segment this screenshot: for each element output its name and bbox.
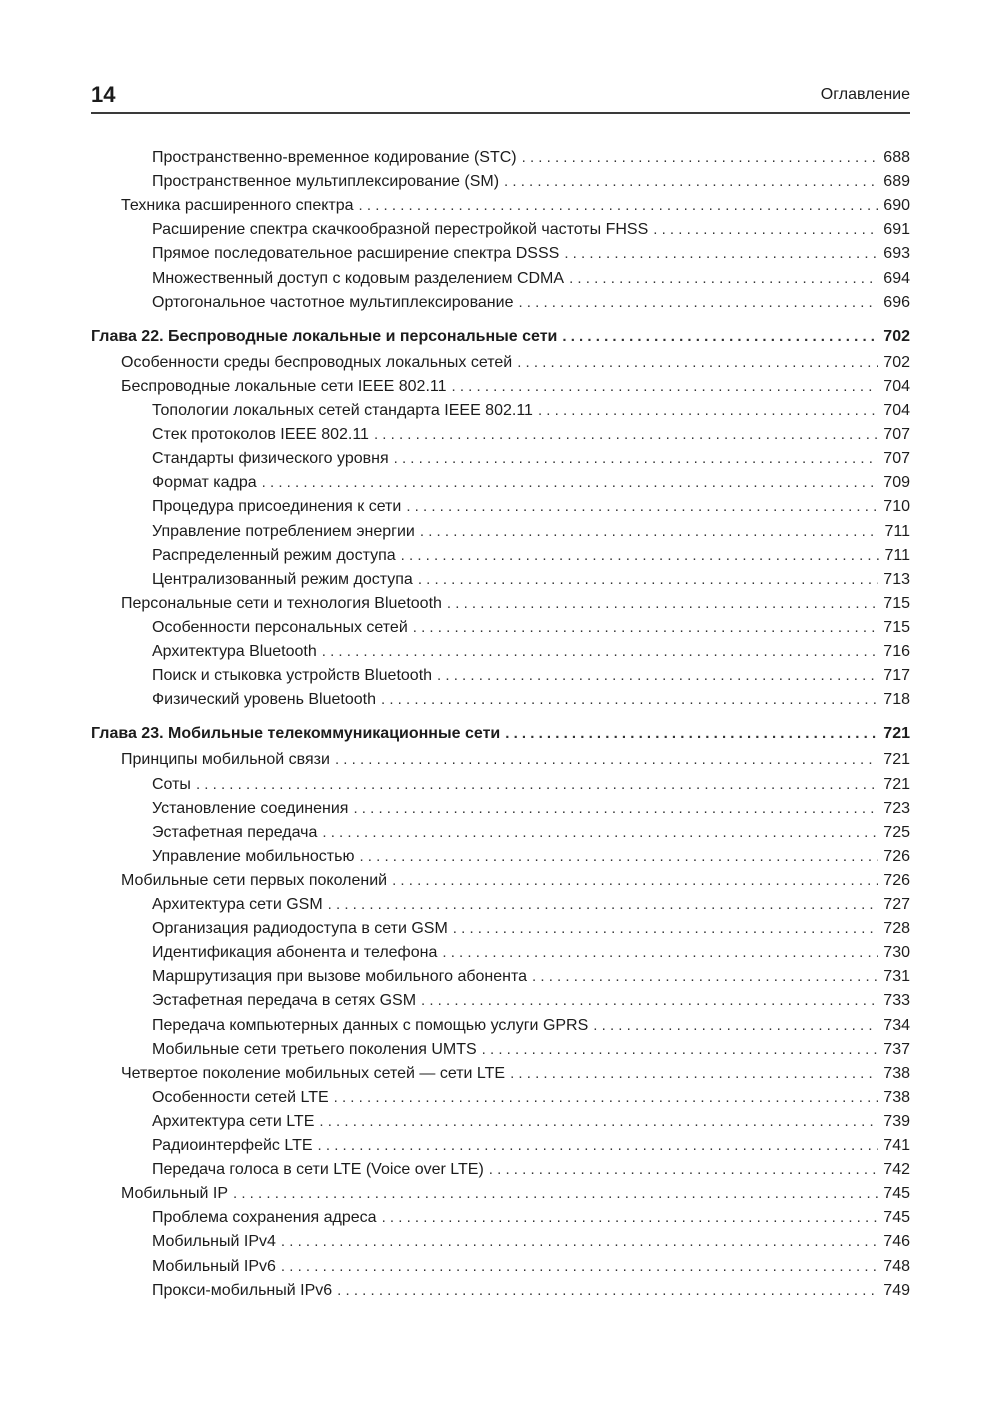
toc-entry-title: Процедура присоединения к сети	[152, 498, 402, 515]
toc-entry	[91, 568, 910, 592]
dot-leader	[337, 1279, 878, 1303]
toc-entry-title: Радиоинтерфейс LTE	[152, 1137, 313, 1154]
dot-leader	[593, 1014, 878, 1038]
toc-entry	[91, 218, 910, 242]
toc-entry	[91, 592, 910, 616]
toc-entry-title: Особенности персональных сетей	[152, 619, 408, 636]
toc-entry-page: 738	[883, 1089, 910, 1106]
toc-entry	[91, 1158, 910, 1182]
toc-entry-title: Беспроводные локальные сети IEEE 802.11	[121, 378, 447, 395]
dot-leader	[319, 1110, 878, 1134]
toc-entry-page: 688	[883, 149, 910, 166]
toc-entry-page: 748	[883, 1258, 910, 1275]
dot-leader	[562, 325, 878, 349]
dot-leader	[482, 1038, 879, 1062]
toc-entry	[91, 616, 910, 640]
toc-entry	[91, 520, 910, 544]
dot-leader	[452, 375, 879, 399]
toc-entry-title: Мобильный IP	[121, 1185, 229, 1202]
toc-entry-page: 710	[883, 498, 910, 515]
toc-entry	[91, 544, 910, 568]
toc-entry	[91, 845, 910, 869]
dot-leader	[420, 520, 880, 544]
toc-entry	[91, 351, 910, 375]
toc-entry-page: 739	[883, 1113, 910, 1130]
toc-entry-page: 691	[883, 221, 910, 238]
toc-entry-page: 718	[883, 691, 910, 708]
toc-entry-page: 696	[883, 294, 910, 311]
toc-entry-page: 713	[883, 571, 910, 588]
toc-entry	[91, 1230, 910, 1254]
dot-leader	[532, 965, 878, 989]
toc-entry	[91, 267, 910, 291]
toc-entry-title: Стек протоколов IEEE 802.11	[152, 426, 369, 443]
toc-entry-title: Передача голоса в сети LTE (Voice over LTE)	[152, 1161, 484, 1178]
toc-entry-page: 716	[883, 643, 910, 660]
toc-entry-title: Глава 23. Мобильные телекоммуникационные сети	[91, 725, 501, 742]
toc-entry	[91, 989, 910, 1013]
toc-entry-page: 742	[883, 1161, 910, 1178]
toc-entry-page: 702	[883, 328, 910, 345]
toc-entry-title: Стандарты физического уровня	[152, 450, 389, 467]
toc-entry-page: 702	[883, 354, 910, 371]
toc-entry-title: Поиск и стыковка устройств Bluetooth	[152, 667, 433, 684]
dot-leader	[374, 423, 878, 447]
toc-entry-page: 734	[883, 1017, 910, 1034]
toc-entry-title: Пространственно-временное кодирование (STC)	[152, 149, 517, 166]
dot-leader	[453, 917, 879, 941]
toc-entry-page: 693	[883, 245, 910, 262]
toc-entry-title: Идентификация абонента и телефона	[152, 944, 438, 961]
toc-entry-page: 745	[883, 1185, 910, 1202]
toc-entry	[91, 773, 910, 797]
toc-entry	[91, 1255, 910, 1279]
toc-entry	[91, 291, 910, 315]
toc-entry-page: 730	[883, 944, 910, 961]
dot-leader	[392, 869, 878, 893]
dot-leader	[421, 989, 878, 1013]
toc-entry	[91, 821, 910, 845]
dot-leader	[517, 351, 878, 375]
toc-entry-title: Формат кадра	[152, 474, 257, 491]
toc-entry-title: Управление мобильностью	[152, 848, 355, 865]
toc-entry-page: 731	[883, 968, 910, 985]
toc-entry-page: 725	[883, 824, 910, 841]
toc-entry-page: 723	[883, 800, 910, 817]
toc-entry-title: Особенности среды беспроводных локальных сетей	[121, 354, 513, 371]
toc-entry	[91, 495, 910, 519]
toc-entry-title: Расширение спектра скачкообразной перестройкой частоты FHSS	[152, 221, 649, 238]
toc-entry	[91, 471, 910, 495]
toc-entry	[91, 688, 910, 712]
dot-leader	[418, 568, 878, 592]
toc-entry	[91, 170, 910, 194]
page-header	[91, 82, 910, 114]
toc-entry-page: 689	[883, 173, 910, 190]
toc-entry	[91, 1062, 910, 1086]
toc-entry-title: Архитектура сети LTE	[152, 1113, 315, 1130]
toc-entry-title: Организация радиодоступа в сети GSM	[152, 920, 448, 937]
toc-entry-title: Прямое последовательное расширение спектра DSSS	[152, 245, 560, 262]
dot-leader	[564, 242, 878, 266]
dot-leader	[322, 821, 878, 845]
toc-entry-page: 715	[883, 619, 910, 636]
toc-entry-title: Эстафетная передача	[152, 824, 318, 841]
dot-leader	[322, 640, 879, 664]
toc-entry-title: Прокси-мобильный IPv6	[152, 1282, 333, 1299]
dot-leader	[318, 1134, 879, 1158]
toc-entry	[91, 748, 910, 772]
dot-leader	[394, 447, 879, 471]
toc-entry	[91, 1279, 910, 1303]
toc-entry	[91, 1206, 910, 1230]
toc-entry-title: Мобильные сети первых поколений	[121, 872, 388, 889]
toc-entry-title: Эстафетная передача в сетях GSM	[152, 992, 417, 1009]
toc-entry-title: Принципы мобильной связи	[121, 751, 330, 768]
toc-entry-page: 715	[883, 595, 910, 612]
toc-entry-title: Техника расширенного спектра	[121, 197, 354, 214]
toc-entry	[91, 965, 910, 989]
dot-leader	[653, 218, 878, 242]
toc-entry	[91, 917, 910, 941]
toc-entry-title: Персональные сети и технология Bluetooth	[121, 595, 442, 612]
dot-leader	[381, 688, 878, 712]
dot-leader	[406, 495, 878, 519]
toc-entry-title: Глава 22. Беспроводные локальные и персональные сети	[91, 328, 558, 345]
dot-leader	[233, 1182, 878, 1206]
toc-entry	[91, 1038, 910, 1062]
toc-entry-title: Маршрутизация при вызове мобильного абонента	[152, 968, 528, 985]
toc-entry-page: 741	[883, 1137, 910, 1154]
toc-entry-page: 707	[883, 450, 910, 467]
toc-entry-title: Пространственное мультиплексирование (SM)	[152, 173, 500, 190]
dot-leader	[359, 194, 879, 218]
toc-entry-page: 707	[883, 426, 910, 443]
toc-entry	[91, 1182, 910, 1206]
toc-entry-title: Централизованный режим доступа	[152, 571, 413, 588]
toc-entry-title: Мобильный IPv4	[152, 1233, 276, 1250]
toc-entry-page: 745	[883, 1209, 910, 1226]
toc-entry-title: Архитектура Bluetooth	[152, 643, 317, 660]
dot-leader	[335, 748, 878, 772]
toc-entry	[91, 399, 910, 423]
toc-entry-title: Мобильные сети третьего поколения UMTS	[152, 1041, 477, 1058]
toc-entry-page: 727	[883, 896, 910, 913]
toc-entry	[91, 869, 910, 893]
toc-entry-page: 711	[884, 547, 910, 564]
dot-leader	[442, 941, 878, 965]
toc-chapter-entry	[91, 325, 910, 349]
page-number: 14	[91, 82, 116, 107]
dot-leader	[437, 664, 878, 688]
dot-leader	[504, 170, 878, 194]
dot-leader	[281, 1230, 878, 1254]
toc-entry	[91, 1134, 910, 1158]
toc-entry	[91, 242, 910, 266]
toc-entry-page: 709	[883, 474, 910, 491]
toc-entry-title: Проблема сохранения адреса	[152, 1209, 377, 1226]
toc-entry-page: 717	[883, 667, 910, 684]
toc-entry-page: 704	[883, 402, 910, 419]
running-title: Оглавление	[820, 86, 910, 103]
toc-entry-title: Особенности сетей LTE	[152, 1089, 329, 1106]
dot-leader	[505, 722, 878, 746]
toc-entry-page: 737	[883, 1041, 910, 1058]
dot-leader	[196, 773, 878, 797]
dot-leader	[281, 1255, 878, 1279]
toc-entry	[91, 797, 910, 821]
toc-entry-page: 733	[883, 992, 910, 1009]
toc-entry-title: Управление потреблением энергии	[152, 523, 415, 540]
toc-entry-page: 738	[883, 1065, 910, 1082]
toc-chapter-entry	[91, 722, 910, 746]
dot-leader	[447, 592, 878, 616]
dot-leader	[359, 845, 878, 869]
toc-entry-page: 690	[883, 197, 910, 214]
toc-entry-title: Физический уровень Bluetooth	[152, 691, 376, 708]
toc-entry	[91, 423, 910, 447]
toc-entry-page: 721	[883, 751, 910, 768]
dot-leader	[569, 267, 878, 291]
toc-entry	[91, 194, 910, 218]
toc-entry	[91, 447, 910, 471]
dot-leader	[401, 544, 880, 568]
toc-entry-page: 726	[883, 848, 910, 865]
dot-leader	[518, 291, 878, 315]
dot-leader	[382, 1206, 879, 1230]
toc-entry-page: 746	[883, 1233, 910, 1250]
toc-entry-page: 721	[883, 776, 910, 793]
toc-entry	[91, 146, 910, 170]
toc-entry	[91, 941, 910, 965]
toc-entry-page: 694	[883, 270, 910, 287]
toc-entry-title: Множественный доступ с кодовым разделением CDMA	[152, 270, 565, 287]
toc-entry-title: Передача компьютерных данных с помощью услуги GPRS	[152, 1017, 589, 1034]
dot-leader	[353, 797, 878, 821]
dot-leader	[262, 471, 879, 495]
dot-leader	[413, 616, 879, 640]
toc-entry-title: Четвертое поколение мобильных сетей — сети LTE	[121, 1065, 506, 1082]
dot-leader	[489, 1158, 879, 1182]
toc-entry-title: Ортогональное частотное мультиплексирование	[152, 294, 514, 311]
toc-entry	[91, 1110, 910, 1134]
toc-entry-page: 704	[883, 378, 910, 395]
dot-leader	[334, 1086, 879, 1110]
toc-entry-title: Установление соединения	[152, 800, 349, 817]
toc-entry-page: 721	[883, 725, 910, 742]
toc-entry	[91, 375, 910, 399]
toc-entry	[91, 640, 910, 664]
dot-leader	[328, 893, 879, 917]
toc-entry	[91, 893, 910, 917]
toc-entry-title: Распределенный режим доступа	[152, 547, 396, 564]
toc-entry-page: 726	[883, 872, 910, 889]
dot-leader	[538, 399, 878, 423]
dot-leader	[510, 1062, 878, 1086]
toc-entry	[91, 1086, 910, 1110]
dot-leader	[522, 146, 879, 170]
toc-entry	[91, 664, 910, 688]
toc-entry-title: Топологии локальных сетей стандарта IEEE 802.11	[152, 402, 533, 419]
toc-entry-page: 749	[883, 1282, 910, 1299]
toc-entry-page: 711	[884, 523, 910, 540]
toc-entry-title: Мобильный IPv6	[152, 1258, 276, 1275]
toc-entry	[91, 1014, 910, 1038]
toc-entry-title: Соты	[152, 776, 191, 793]
toc-entry-page: 728	[883, 920, 910, 937]
toc-entry-title: Архитектура сети GSM	[152, 896, 323, 913]
